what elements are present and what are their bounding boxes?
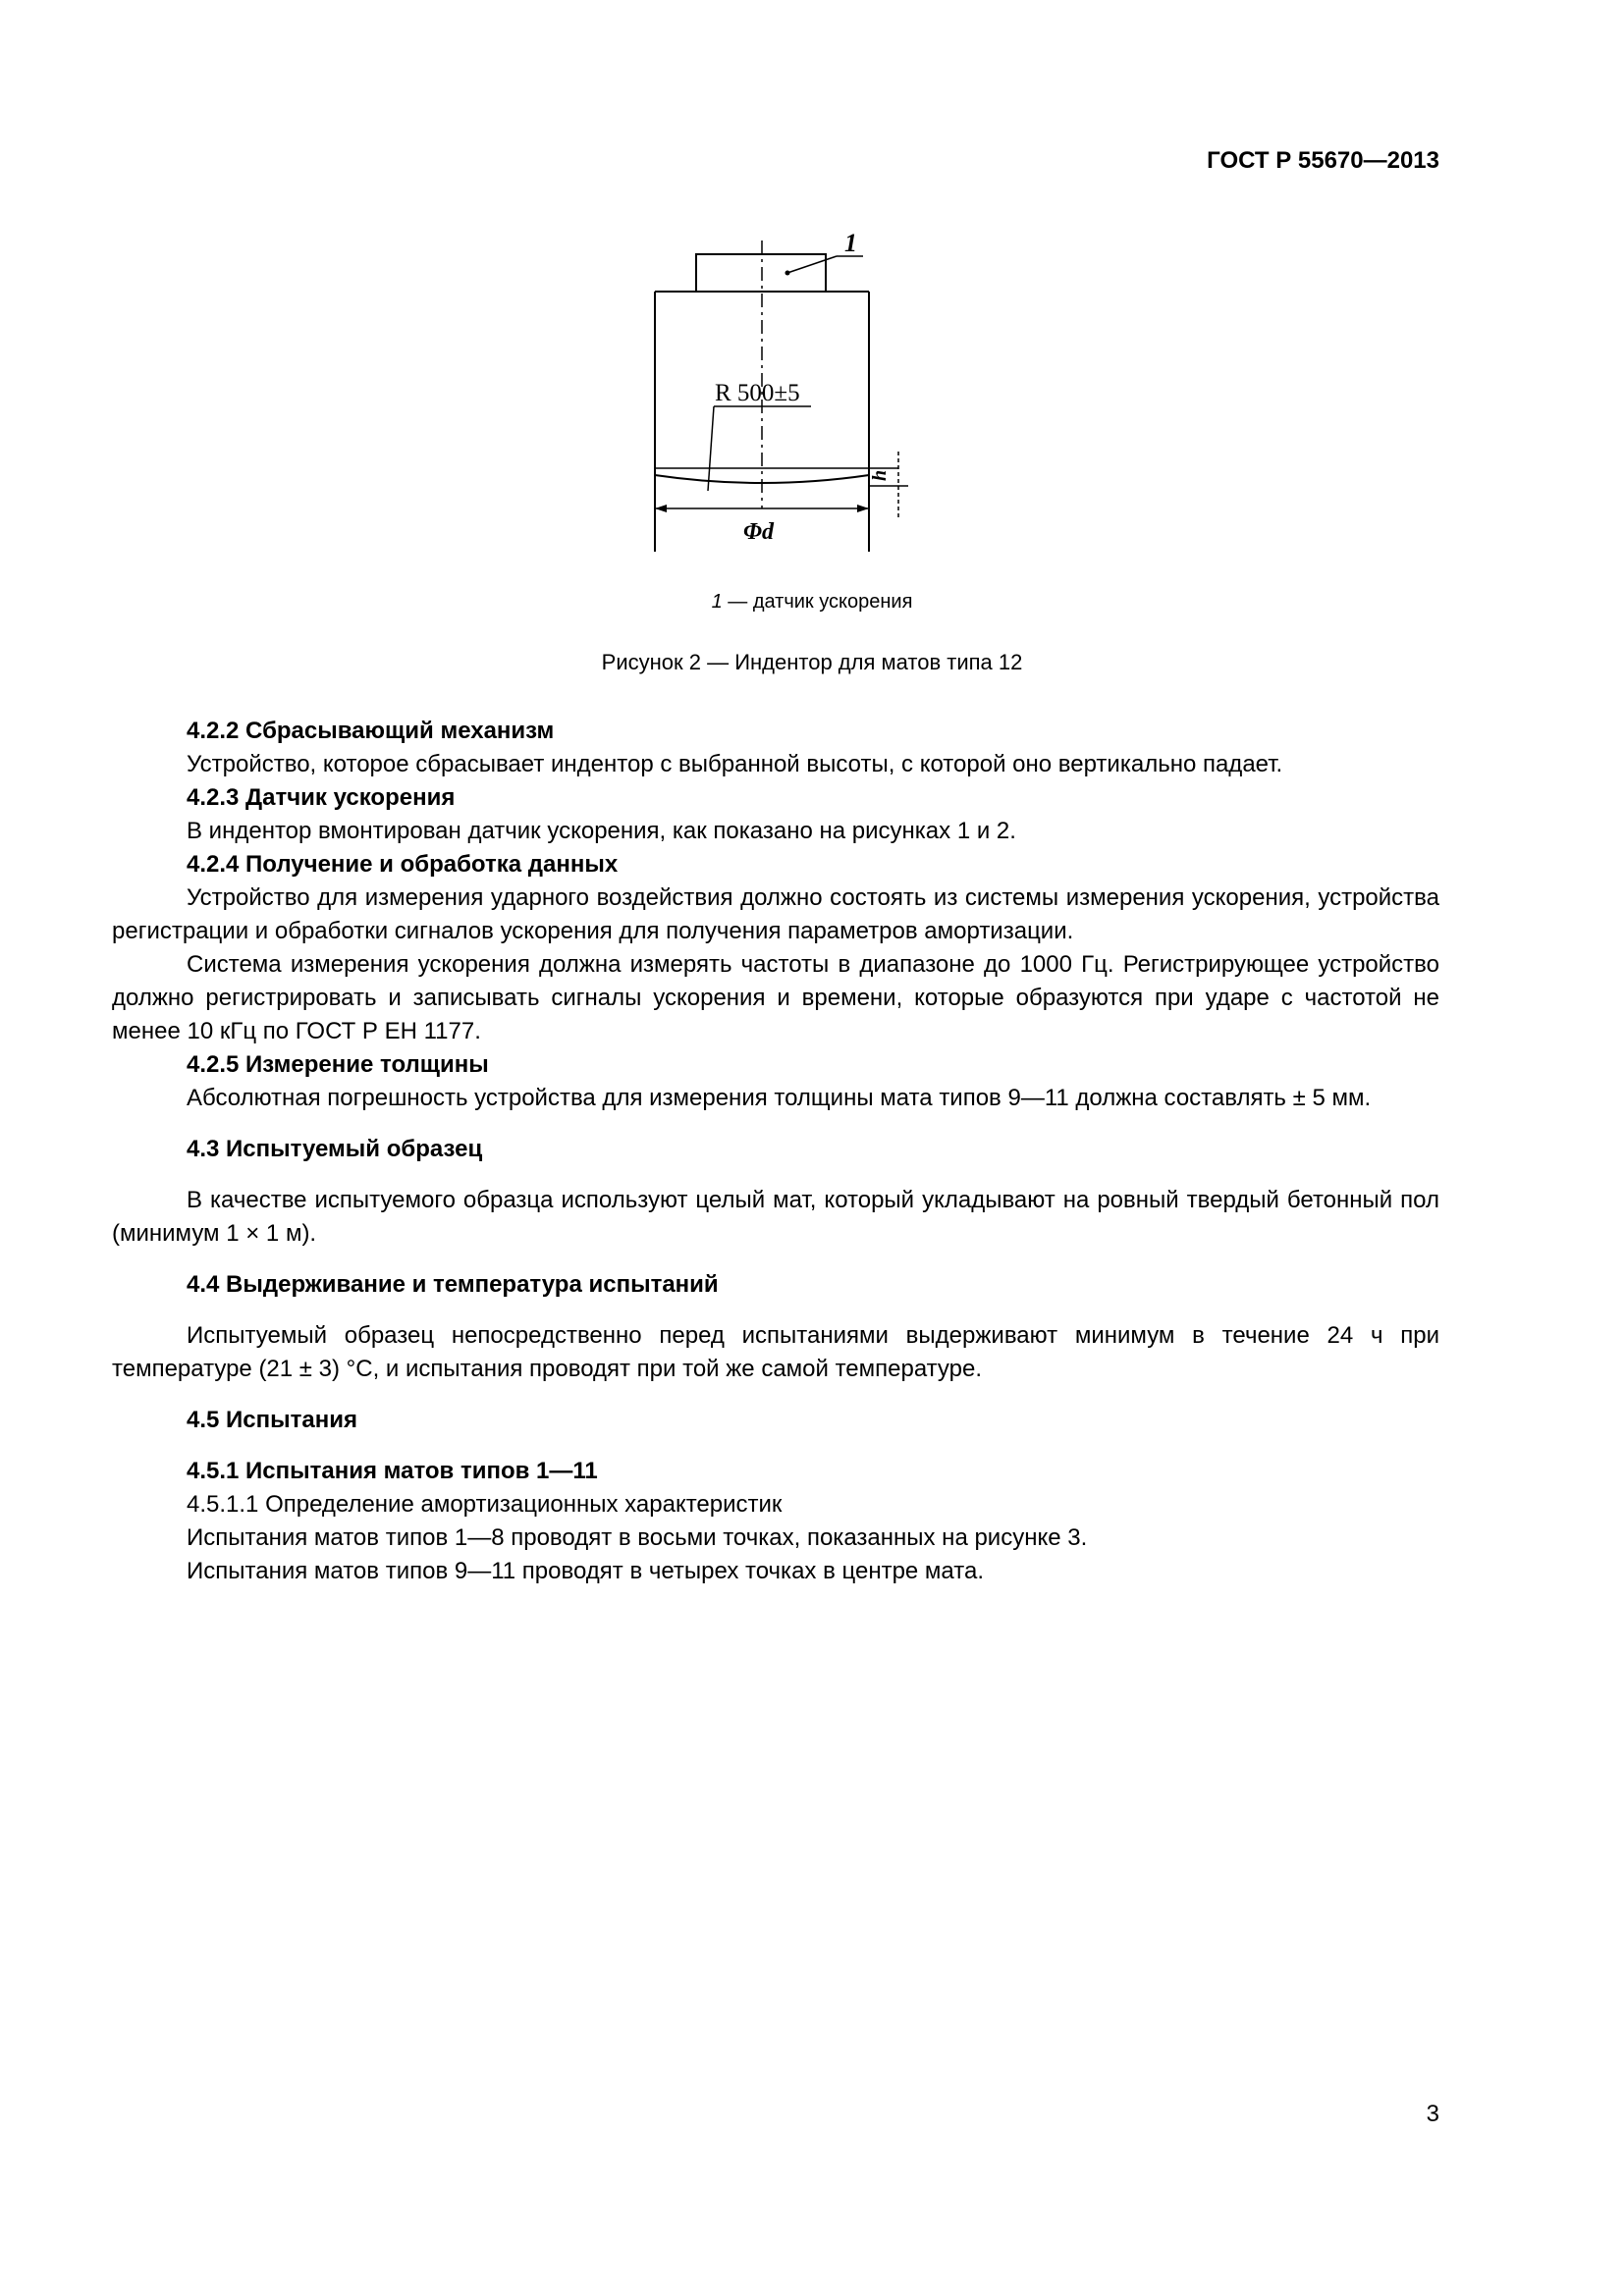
callout-number: 1 bbox=[844, 229, 857, 257]
height-label: h bbox=[869, 469, 891, 481]
heading-4-4: 4.4 Выдерживание и температура испытаний bbox=[187, 1271, 719, 1298]
document-body bbox=[112, 715, 1439, 1588]
paragraph-4-5-1-1-a: Испытания матов типов 1—8 проводят в восьми точках, показанных на рисунке 3. bbox=[187, 1524, 1088, 1551]
heading-4-5-1: 4.5.1 Испытания матов типов 1—11 bbox=[187, 1458, 598, 1484]
paragraph-4-2-3: В индентор вмонтирован датчик ускорения, как показано на рисунках 1 и 2. bbox=[187, 818, 1016, 844]
paragraph-4-2-4-b: Система измерения ускорения должна измерять частоты в диапазоне до 1000 Гц. Регистрирующее устройство должно регистрировать и записывать сигналы ускорения и времени, которые образуются при ударе с частотой не менее 10 кГц по ГОСТ Р ЕН 1177. bbox=[112, 951, 1439, 1044]
paragraph-4-5-1-1-b: Испытания матов типов 9—11 проводят в четырех точках в центре мата. bbox=[187, 1558, 984, 1584]
page-number: 3 bbox=[1426, 2101, 1439, 2127]
heading-4-2-4: 4.2.4 Получение и обработка данных bbox=[187, 851, 619, 878]
legend-text: — датчик ускорения bbox=[722, 591, 913, 613]
heading-4-2-5: 4.2.5 Измерение толщины bbox=[187, 1051, 489, 1078]
paragraph-4-4: Испытуемый образец непосредственно перед испытаниями выдерживают минимум в течение 24 ч при температуре (21 ± 3) °C, и испытания проводят при той же самой температуре. bbox=[112, 1322, 1439, 1382]
document-code: ГОСТ Р 55670—2013 bbox=[1207, 147, 1439, 174]
legend-number: 1 bbox=[711, 591, 723, 613]
heading-4-3: 4.3 Испытуемый образец bbox=[187, 1136, 483, 1162]
heading-4-2-2: 4.2.2 Сбрасывающий механизм bbox=[187, 718, 555, 744]
paragraph-4-3: В качестве испытуемого образца используют целый мат, который укладывают на ровный твердый бетонный пол (минимум 1 × 1 м). bbox=[112, 1187, 1439, 1247]
paragraph-4-2-5: Абсолютная погрешность устройства для измерения толщины мата типов 9—11 должна составлять ± 5 мм. bbox=[187, 1085, 1372, 1111]
figure-legend bbox=[0, 591, 1624, 614]
radius-leader bbox=[708, 406, 714, 491]
heading-4-5: 4.5 Испытания bbox=[187, 1407, 357, 1433]
curved-bottom bbox=[655, 475, 869, 483]
radius-label: R 500±5 bbox=[715, 380, 800, 406]
diameter-label: Φd bbox=[743, 519, 774, 545]
paragraph-4-2-2: Устройство, которое сбрасывает индентор с выбранной высоты, с которой оно вертикально падает. bbox=[187, 751, 1283, 777]
paragraph-4-2-4-a: Устройство для измерения ударного воздействия должно состоять из системы измерения ускорения, устройства регистрации и обработки сигналов ускорения для получения параметров амортизации. bbox=[112, 884, 1439, 944]
heading-4-2-3: 4.2.3 Датчик ускорения bbox=[187, 784, 456, 811]
heading-4-5-1-1: 4.5.1.1 Определение амортизационных характеристик bbox=[187, 1491, 783, 1518]
sensor-block bbox=[696, 254, 826, 292]
callout-leader bbox=[787, 256, 837, 273]
figure-caption: Рисунок 2 — Индентор для матов типа 12 bbox=[601, 650, 1023, 674]
